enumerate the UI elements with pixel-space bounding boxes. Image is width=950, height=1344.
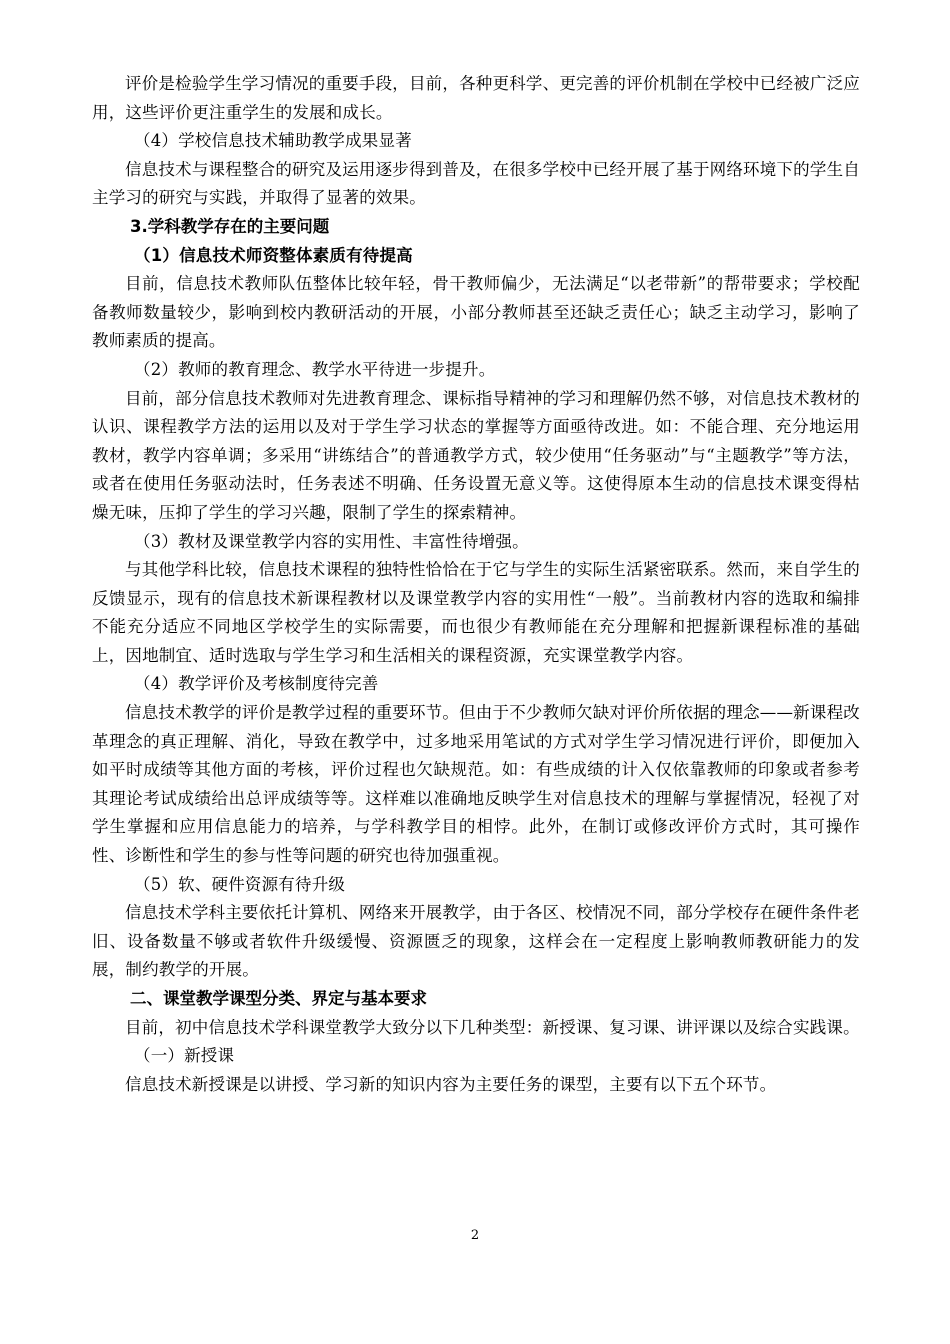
paragraph: 信息技术与课程整合的研究及运用逐步得到普及，在很多学校中已经开展了基于网络环境下的学生自主学习的研究与实践，并取得了显著的效果。 (92, 159, 860, 208)
paragraph: 与其他学科比较，信息技术课程的独特性恰恰在于它与学生的实际生活紧密联系。然而，来自学生的反馈显示，现有的信息技术新课程教材以及课堂教学内容的实用性“一般”。当前教材内容的选取和编排不能充分适应不同地区学校学生的实际需要，而也很少有教师能在充分理解和把握新课程标准的基础上，因地制宜、适时选取与学生学习和生活相关的课程资源，充实课堂教学内容。 (92, 560, 860, 665)
subheading: （4）学校信息技术辅助教学成果显著 (134, 131, 412, 151)
subheading: （3）教材及课堂教学内容的实用性、丰富性待增强。 (134, 531, 529, 551)
subheading: （4）教学评价及考核制度待完善 (134, 674, 379, 694)
paragraph: 目前，部分信息技术教师对先进教育理念、课标指导精神的学习和理解仍然不够，对信息技术教材的认识、课程教学方法的运用以及对于学生学习状态的掌握等方面亟待改进。如：不能合理、充分地运用教材，教学内容单调；多采用“讲练结合”的普通教学方式，较少使用“任务驱动”与“主题教学”等方法，或者在使用任务驱动法时，任务表述不明确、任务设置无意义等。这使得原本生动的信息技术课变得枯燥无味，压抑了学生的学习兴趣，限制了学生的探索精神。 (92, 388, 860, 522)
chapter-heading: 二、课堂教学课型分类、界定与基本要求 (130, 989, 427, 1008)
subheading: （2）教师的教育理念、教学水平待进一步提升。 (134, 359, 496, 379)
paragraph: 目前，信息技术教师队伍整体比较年轻，骨干教师偏少，无法满足“以老带新”的帮带要求；学校配备教师数量较少，影响到校内教研活动的开展，小部分教师甚至还缺乏责任心；缺乏主动学习，影响了教师素质的提高。 (92, 274, 860, 351)
paragraph: 信息技术学科主要依托计算机、网络来开展教学，由于各区、校情况不同，部分学校存在硬件条件老旧、设备数量不够或者软件升级缓慢、资源匮乏的现象，这样会在一定程度上影响教师教研能力的发展，制约教学的开展。 (92, 903, 860, 980)
subheading: （一）新授课 (134, 1046, 235, 1066)
page-body (92, 70, 860, 1099)
subheading: （5）软、硬件资源有待升级 (134, 874, 346, 894)
paragraph: 信息技术新授课是以讲授、学习新的知识内容为主要任务的课型，主要有以下五个环节。 (125, 1074, 777, 1094)
page-number: 2 (470, 1228, 480, 1243)
paragraph: 目前，初中信息技术学科课堂教学大致分以下几种类型：新授课、复习课、讲评课以及综合实践课。 (125, 1017, 860, 1037)
subheading: （1）信息技术师资整体素质有待提高 (134, 245, 413, 265)
section-heading: 3.学科教学存在的主要问题 (130, 216, 330, 236)
paragraph: 信息技术教学的评价是教学过程的重要环节。但由于不少教师欠缺对评价所依据的理念——新课程改革理念的真正理解、消化，导致在教学中，过多地采用笔试的方式对学生学习情况进行评价，即便加入如平时成绩等其他方面的考核，评价过程也欠缺规范。如：有些成绩的计入仅依靠教师的印象或者参考其理论考试成绩给出总评成绩等等。这样难以准确地反映学生对信息技术的理解与掌握情况，轻视了对学生掌握和应用信息能力的培养，与学科教学目的相悖。此外，在制订或修改评价方式时，其可操作性、诊断性和学生的参与性等问题的研究也待加强重视。 (92, 703, 860, 866)
paragraph: 评价是检验学生学习情况的重要手段，目前，各种更科学、更完善的评价机制在学校中已经被广泛应用，这些评价更注重学生的发展和成长。 (92, 74, 860, 122)
